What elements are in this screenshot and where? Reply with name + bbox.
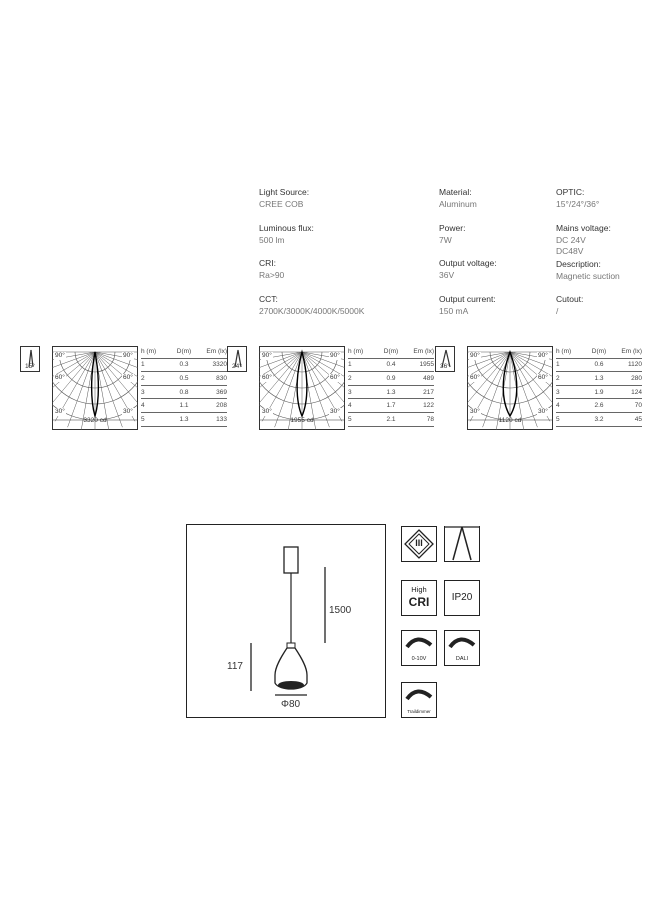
table-row bbox=[348, 372, 434, 386]
polar-angle-label: 30° bbox=[123, 408, 133, 415]
table-row bbox=[141, 413, 227, 427]
spec-cri bbox=[259, 258, 284, 281]
spec-label: Luminous flux: bbox=[259, 223, 314, 233]
table-row bbox=[556, 399, 642, 413]
table-cell: 70 bbox=[634, 402, 642, 410]
table-cell: 5 bbox=[348, 415, 352, 423]
polar-angle-label: 90° bbox=[262, 352, 272, 359]
polar-angle-label: 60° bbox=[55, 374, 65, 381]
illuminance-table bbox=[348, 345, 434, 427]
table-header-cell: D(m) bbox=[383, 347, 399, 355]
table-header-cell: Em (lx) bbox=[413, 347, 434, 355]
illuminance-table bbox=[556, 345, 642, 427]
table-row bbox=[348, 386, 434, 400]
dimming-triac-label: Traildimmer bbox=[407, 709, 431, 714]
table-header-cell: Em (lx) bbox=[206, 347, 227, 355]
table-row bbox=[556, 372, 642, 386]
spec-value: 15°/24°/36° bbox=[556, 198, 600, 209]
spec-value: 2700K/3000K/4000K/5000K bbox=[259, 305, 365, 316]
spec-cct bbox=[259, 294, 364, 317]
table-row bbox=[348, 359, 434, 373]
cable-length-label: 1500 bbox=[329, 605, 352, 616]
table-cell: 280 bbox=[631, 374, 642, 382]
spec-label: Output voltage: bbox=[439, 258, 497, 268]
table-row bbox=[348, 399, 434, 413]
table-row bbox=[141, 386, 227, 400]
table-cell: 0.4 bbox=[386, 361, 396, 369]
spec-value: DC 24V bbox=[556, 234, 586, 245]
dimming-triac-icon bbox=[401, 682, 437, 718]
product-drawing bbox=[186, 524, 386, 718]
polar-angle-label: 60° bbox=[330, 374, 340, 381]
spec-luminous-flux bbox=[259, 223, 314, 246]
polar-peak-label: 3320 cd bbox=[83, 417, 107, 424]
table-cell: 3320 bbox=[212, 361, 227, 369]
table-row bbox=[348, 413, 434, 427]
table-cell: 2.1 bbox=[386, 415, 396, 423]
table-cell: 124 bbox=[631, 388, 642, 396]
table-row bbox=[141, 399, 227, 413]
dimming-0-10v-label: 0-10V bbox=[411, 656, 427, 662]
high-cri-line2: CRI bbox=[408, 595, 430, 609]
table-cell: 1 bbox=[141, 361, 145, 369]
polar-angle-label: 90° bbox=[123, 352, 133, 359]
beam-angle-icon bbox=[444, 526, 480, 562]
table-cell: 217 bbox=[423, 388, 434, 396]
spec-label: Description: bbox=[556, 259, 601, 269]
spec-value-2: DC48V bbox=[556, 246, 584, 256]
table-header-row bbox=[141, 345, 227, 359]
table-row bbox=[141, 372, 227, 386]
spec-mains-voltage bbox=[556, 223, 611, 258]
diameter-label: Φ80 bbox=[281, 699, 301, 710]
table-cell: 4 bbox=[348, 402, 352, 410]
beam-angle-label: 24° bbox=[232, 363, 242, 370]
spec-value: Ra>90 bbox=[259, 269, 285, 280]
table-cell: 0.8 bbox=[179, 388, 189, 396]
table-cell: 1955 bbox=[419, 361, 434, 369]
polar-angle-label: 90° bbox=[55, 352, 65, 359]
table-header-row bbox=[556, 345, 642, 359]
polar-angle-label: 60° bbox=[470, 374, 480, 381]
table-cell: 133 bbox=[216, 415, 227, 423]
table-row bbox=[556, 386, 642, 400]
table-cell: 1 bbox=[556, 361, 560, 369]
spec-label: Cutout: bbox=[556, 294, 584, 304]
table-cell: 3 bbox=[556, 388, 560, 396]
ip20-icon bbox=[444, 580, 480, 616]
table-cell: 1.3 bbox=[386, 388, 396, 396]
table-cell: 2.6 bbox=[594, 402, 604, 410]
table-header-cell: D(m) bbox=[176, 347, 192, 355]
polar-angle-label: 90° bbox=[470, 352, 480, 359]
high-cri-line1: High bbox=[411, 585, 427, 594]
table-cell: 5 bbox=[556, 415, 560, 423]
table-cell: 4 bbox=[141, 402, 145, 410]
polar-angle-label: 60° bbox=[123, 374, 133, 381]
spec-output-voltage bbox=[439, 258, 497, 281]
polar-peak-label: 1120 cd bbox=[498, 417, 522, 424]
spec-value: 36V bbox=[439, 269, 455, 280]
polar-angle-label: 60° bbox=[262, 374, 272, 381]
table-cell: 0.3 bbox=[179, 361, 189, 369]
polar-angle-label: 30° bbox=[262, 408, 272, 415]
table-header-cell: h (m) bbox=[348, 347, 364, 355]
polar-diagram bbox=[259, 346, 345, 430]
table-cell: 1.3 bbox=[179, 415, 189, 423]
table-cell: 45 bbox=[634, 415, 642, 423]
table-cell: 1.9 bbox=[594, 388, 604, 396]
spec-value: 7W bbox=[439, 234, 452, 245]
spec-light-source bbox=[259, 187, 309, 210]
beam-angle-icon bbox=[435, 346, 455, 372]
table-cell: 3.2 bbox=[594, 415, 604, 423]
table-cell: 0.6 bbox=[594, 361, 604, 369]
table-cell: 0.5 bbox=[179, 374, 189, 382]
polar-angle-label: 90° bbox=[330, 352, 340, 359]
table-header-cell: Em (lx) bbox=[621, 347, 642, 355]
table-cell: 1.7 bbox=[386, 402, 396, 410]
dimming-dali-label: DALI bbox=[455, 656, 469, 662]
table-cell: 2 bbox=[348, 374, 352, 382]
table-cell: 78 bbox=[426, 415, 434, 423]
table-header-cell: h (m) bbox=[556, 347, 572, 355]
illuminance-table bbox=[141, 345, 227, 427]
pendant-lamp-drawing bbox=[187, 525, 385, 717]
spec-optic bbox=[556, 187, 599, 210]
spec-description bbox=[556, 259, 620, 282]
head-height-label: 117 bbox=[227, 661, 243, 672]
spec-label: Output current: bbox=[439, 294, 496, 304]
table-cell: 369 bbox=[216, 388, 227, 396]
table-header-cell: h (m) bbox=[141, 347, 157, 355]
beam-angle-icon bbox=[227, 346, 247, 372]
polar-angle-label: 60° bbox=[538, 374, 548, 381]
table-cell: 1.1 bbox=[179, 402, 189, 410]
high-cri-icon bbox=[401, 580, 437, 616]
spec-label: OPTIC: bbox=[556, 187, 585, 197]
spec-label: CRI: bbox=[259, 258, 276, 268]
polar-angle-label: 30° bbox=[330, 408, 340, 415]
class-iii-icon bbox=[401, 526, 437, 562]
spec-power bbox=[439, 223, 465, 246]
polar-angle-label: 90° bbox=[538, 352, 548, 359]
table-cell: 208 bbox=[216, 402, 227, 410]
table-cell: 3 bbox=[348, 388, 352, 396]
dimming-0-10v-icon bbox=[401, 630, 437, 666]
table-row bbox=[141, 359, 227, 373]
ip20-label: IP20 bbox=[451, 592, 473, 603]
beam-angle-icon bbox=[20, 346, 40, 372]
table-cell: 830 bbox=[216, 374, 227, 382]
table-cell: 2 bbox=[556, 374, 560, 382]
dimming-dali-icon bbox=[444, 630, 480, 666]
spec-label: CCT: bbox=[259, 294, 278, 304]
spec-label: Power: bbox=[439, 223, 466, 233]
spec-value: 500 lm bbox=[259, 234, 285, 245]
table-header-cell: D(m) bbox=[591, 347, 607, 355]
spec-value: Aluminum bbox=[439, 198, 477, 209]
spec-value: 150 mA bbox=[439, 305, 469, 316]
spec-value: CREE COB bbox=[259, 198, 304, 209]
table-cell: 3 bbox=[141, 388, 145, 396]
table-header-row bbox=[348, 345, 434, 359]
class-iii-label: III bbox=[415, 538, 423, 548]
polar-angle-label: 30° bbox=[470, 408, 480, 415]
table-cell: 1120 bbox=[628, 361, 642, 369]
beam-angle-label: 15° bbox=[25, 363, 35, 370]
table-row bbox=[556, 413, 642, 427]
spec-material bbox=[439, 187, 477, 210]
spec-label: Material: bbox=[439, 187, 472, 197]
polar-angle-label: 30° bbox=[538, 408, 548, 415]
spec-output-current bbox=[439, 294, 496, 317]
polar-diagram bbox=[52, 346, 138, 430]
spec-label: Light Source: bbox=[259, 187, 310, 197]
table-cell: 122 bbox=[423, 402, 434, 410]
polar-peak-label: 1955 cd bbox=[290, 417, 314, 424]
table-cell: 1 bbox=[348, 361, 352, 369]
spec-value: / bbox=[556, 305, 559, 316]
table-cell: 489 bbox=[423, 374, 434, 382]
polar-angle-label: 30° bbox=[55, 408, 65, 415]
table-row bbox=[556, 359, 642, 373]
table-cell: 2 bbox=[141, 374, 145, 382]
spec-value: Magnetic suction bbox=[556, 270, 620, 281]
table-cell: 4 bbox=[556, 402, 560, 410]
table-cell: 0.9 bbox=[386, 374, 396, 382]
spec-cutout bbox=[556, 294, 583, 317]
table-cell: 5 bbox=[141, 415, 145, 423]
spec-label: Mains voltage: bbox=[556, 223, 611, 233]
beam-angle-label: 36° bbox=[440, 363, 450, 370]
table-cell: 1.3 bbox=[594, 374, 604, 382]
polar-diagram bbox=[467, 346, 553, 430]
